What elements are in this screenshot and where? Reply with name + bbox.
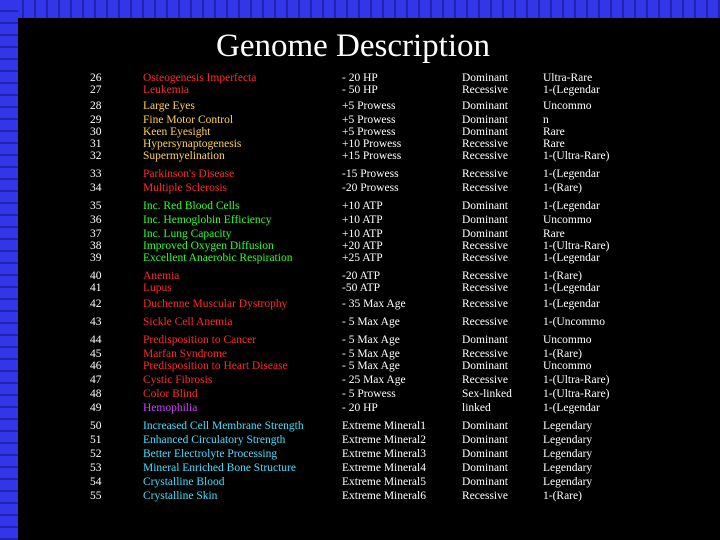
gene-effect: +15 Prowess [342, 150, 402, 162]
gene-name: Predisposition to Cancer [143, 334, 257, 346]
gene-name: Sickle Cell Anemia [143, 316, 233, 328]
gene-name: Predisposition to Heart Disease [143, 360, 288, 372]
rarity: 1-(Ultra-Rare) [543, 150, 610, 162]
row-number: 31 [90, 138, 102, 150]
gene-effect: Extreme Mineral2 [342, 434, 426, 446]
row-number: 41 [90, 282, 102, 294]
gene-name: Large Eyes [143, 100, 195, 112]
inheritance-type: Dominant [462, 100, 508, 112]
rarity: Rare [543, 228, 565, 240]
inheritance-type: Dominant [462, 228, 508, 240]
gene-effect: Extreme Mineral5 [342, 476, 426, 488]
row-number: 45 [90, 348, 102, 360]
row-number: 52 [90, 448, 102, 460]
rarity: Uncommo [543, 334, 592, 346]
gene-effect: -15 Prowess [342, 168, 399, 180]
row-number: 28 [90, 100, 102, 112]
inheritance-type: Dominant [462, 420, 508, 432]
row-number: 47 [90, 374, 102, 386]
row-number: 40 [90, 270, 102, 282]
gene-effect: - 5 Max Age [342, 348, 400, 360]
inheritance-type: Dominant [462, 72, 508, 84]
inheritance-type: Recessive [462, 138, 508, 150]
gene-effect: -20 ATP [342, 270, 381, 282]
row-number: 42 [90, 298, 102, 310]
gene-name: Lupus [143, 282, 172, 294]
rarity: Legendary [543, 462, 593, 474]
gene-name: Osteogenesis Imperfecta [143, 72, 257, 84]
inheritance-type: Recessive [462, 168, 508, 180]
row-number: 34 [90, 182, 102, 194]
row-number: 55 [90, 490, 102, 502]
gene-effect: Extreme Mineral4 [342, 462, 426, 474]
gene-name: Inc. Lung Capacity [143, 228, 232, 240]
row-number: 30 [90, 126, 102, 138]
gene-effect: +10 Prowess [342, 138, 402, 150]
gene-effect: Extreme Mineral6 [342, 490, 426, 502]
rarity: 1-(Rare) [543, 270, 582, 282]
rarity: n [543, 114, 549, 126]
gene-name: Better Electrolyte Processing [143, 448, 278, 460]
inheritance-type: Dominant [462, 462, 508, 474]
row-number: 54 [90, 476, 102, 488]
gene-effect: - 35 Max Age [342, 298, 406, 310]
rarity: 1-(Ultra-Rare) [543, 374, 610, 386]
row-number: 48 [90, 388, 102, 400]
rarity: Uncommo [543, 100, 592, 112]
rarity: 1-(Legendar [543, 84, 600, 96]
rarity: Ultra-Rare [543, 72, 593, 84]
row-number: 27 [90, 84, 102, 96]
gene-effect: - 5 Prowess [342, 388, 396, 400]
inheritance-type: Sex-linked [462, 388, 512, 400]
inheritance-type: Recessive [462, 252, 508, 264]
inheritance-type: Recessive [462, 240, 508, 252]
inheritance-type: Recessive [462, 282, 508, 294]
inheritance-type: Recessive [462, 270, 508, 282]
row-number: 53 [90, 462, 102, 474]
gene-name: Mineral Enriched Bone Structure [143, 462, 296, 474]
gene-effect: Extreme Mineral3 [342, 448, 426, 460]
gene-name: Fine Motor Control [143, 114, 234, 126]
rarity: 1-(Legendar [543, 282, 600, 294]
inheritance-type: Dominant [462, 360, 508, 372]
rarity: 1-(Rare) [543, 182, 582, 194]
gene-effect: +20 ATP [342, 240, 383, 252]
inheritance-type: Recessive [462, 182, 508, 194]
gene-name: Duchenne Muscular Dystrophy [143, 298, 288, 310]
rarity: 1-(Ultra-Rare) [543, 240, 610, 252]
row-number: 36 [90, 214, 102, 226]
row-number: 33 [90, 168, 102, 180]
gene-name: Multiple Sclerosis [143, 182, 228, 194]
top-border [0, 0, 720, 18]
inheritance-type: linked [462, 402, 491, 414]
row-number: 32 [90, 150, 102, 162]
inheritance-type: Dominant [462, 448, 508, 460]
gene-name: Keen Eyesight [143, 126, 211, 138]
gene-name: Crystalline Skin [143, 490, 218, 502]
gene-name: Hypersynaptogenesis [143, 138, 242, 150]
gene-effect: +10 ATP [342, 200, 383, 212]
gene-name: Increased Cell Membrane Strength [143, 420, 304, 432]
inheritance-type: Dominant [462, 114, 508, 126]
rarity: 1-(Rare) [543, 490, 582, 502]
gene-effect: +10 ATP [342, 214, 383, 226]
gene-effect: +5 Prowess [342, 126, 396, 138]
inheritance-type: Recessive [462, 298, 508, 310]
gene-effect: -50 ATP [342, 282, 381, 294]
inheritance-type: Dominant [462, 334, 508, 346]
gene-effect: -20 Prowess [342, 182, 399, 194]
left-border [0, 0, 18, 540]
slide-title: Genome Description [215, 28, 490, 64]
rarity: Rare [543, 138, 565, 150]
inheritance-type: Dominant [462, 214, 508, 226]
gene-effect: - 25 Max Age [342, 374, 406, 386]
inheritance-type: Recessive [462, 374, 508, 386]
row-number: 35 [90, 200, 102, 212]
gene-name: Enhanced Circulatory Strength [143, 434, 286, 446]
row-number: 49 [90, 402, 102, 414]
gene-effect: +5 Prowess [342, 114, 396, 126]
row-number: 50 [90, 420, 102, 432]
rarity: 1-(Legendar [543, 168, 600, 180]
inheritance-type: Dominant [462, 476, 508, 488]
row-number: 43 [90, 316, 102, 328]
rarity: Legendary [543, 420, 593, 432]
rarity: 1-(Legendar [543, 298, 600, 310]
rarity: 1-(Legendar [543, 402, 600, 414]
row-number: 38 [90, 240, 102, 252]
rarity: 1-(Legendar [543, 252, 600, 264]
rarity: Uncommo [543, 214, 592, 226]
inheritance-type: Dominant [462, 126, 508, 138]
gene-name: Leukemia [143, 84, 189, 96]
rarity: 1-(Rare) [543, 348, 582, 360]
inheritance-type: Dominant [462, 200, 508, 212]
row-number: 37 [90, 228, 102, 240]
inheritance-type: Recessive [462, 348, 508, 360]
row-number: 51 [90, 434, 102, 446]
gene-effect: +25 ATP [342, 252, 383, 264]
inheritance-type: Recessive [462, 84, 508, 96]
gene-name: Cystic Fibrosis [143, 374, 213, 386]
gene-name: Inc. Hemoglobin Efficiency [143, 214, 272, 226]
gene-effect: - 5 Max Age [342, 360, 400, 372]
inheritance-type: Recessive [462, 150, 508, 162]
rarity: Rare [543, 126, 565, 138]
rarity: Legendary [543, 448, 593, 460]
gene-effect: +5 Prowess [342, 100, 396, 112]
row-number: 39 [90, 252, 102, 264]
row-number: 26 [90, 72, 102, 84]
gene-name: Inc. Red Blood Cells [143, 200, 240, 212]
gene-name: Parkinson's Disease [143, 168, 235, 180]
row-number: 44 [90, 334, 102, 346]
gene-effect: - 5 Max Age [342, 334, 400, 346]
gene-effect: - 20 HP [342, 402, 378, 414]
gene-name: Improved Oxygen Diffusion [143, 240, 274, 252]
gene-name: Marfan Syndrome [143, 348, 227, 360]
rarity: 1-(Ultra-Rare) [543, 388, 610, 400]
rarity: Uncommo [543, 360, 592, 372]
row-number: 29 [90, 114, 102, 126]
gene-name: Color Blind [143, 388, 198, 400]
inheritance-type: Recessive [462, 316, 508, 328]
rarity: Legendary [543, 476, 593, 488]
gene-name: Excellent Anaerobic Respiration [143, 252, 293, 264]
rarity: 1-(Uncommo [543, 316, 605, 328]
gene-effect: +10 ATP [342, 228, 383, 240]
inheritance-type: Dominant [462, 434, 508, 446]
gene-name: Supermyelination [143, 150, 225, 162]
gene-effect: - 5 Max Age [342, 316, 400, 328]
gene-effect: Extreme Mineral1 [342, 420, 426, 432]
rarity: 1-(Legendar [543, 200, 600, 212]
gene-effect: - 20 HP [342, 72, 378, 84]
inheritance-type: Recessive [462, 490, 508, 502]
gene-effect: - 50 HP [342, 84, 378, 96]
rarity: Legendary [543, 434, 593, 446]
gene-name: Crystalline Blood [143, 476, 225, 488]
gene-name: Anemia [143, 270, 180, 282]
row-number: 46 [90, 360, 102, 372]
gene-name: Hemophilia [143, 402, 198, 414]
